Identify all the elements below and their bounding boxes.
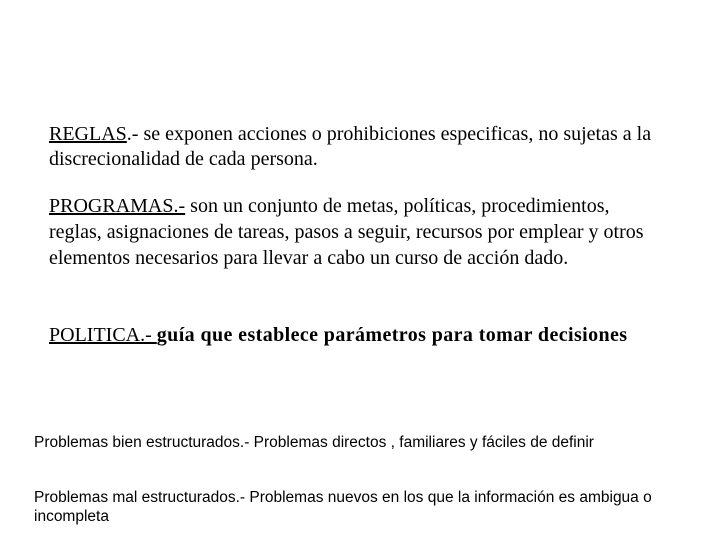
reglas-separator: .- [126, 123, 144, 145]
reglas-term: REGLAS [49, 123, 127, 145]
problemas-mal-estructurados: Problemas mal estructurados.- Problemas nuevos en los que la información es ambigua o incompleta [34, 489, 652, 525]
programas-definition: son un conjunto de metas, políticas, procedimientos, reglas, asignaciones de tareas, pasos a seguir, recursos por emplear y otros elementos necesarios para llevar a cabo un curso de acción dado. [49, 195, 644, 269]
politica-term: POLITICA.- [49, 324, 157, 346]
politica-definition: guía que establece parámetros para tomar decisiones [156, 324, 628, 346]
problemas-bien-estructurados: Problemas bien estructurados.- Problemas directos , familiares y fáciles de definir [34, 434, 594, 451]
programas-term: PROGRAMAS.- [49, 195, 186, 217]
reglas-definition: se exponen acciones o prohibiciones especificas, no sujetas a la discrecionalidad de cada persona. [49, 123, 652, 170]
reglas-paragraph [49, 122, 679, 172]
programas-paragraph [49, 193, 664, 271]
politica-paragraph [49, 322, 649, 349]
